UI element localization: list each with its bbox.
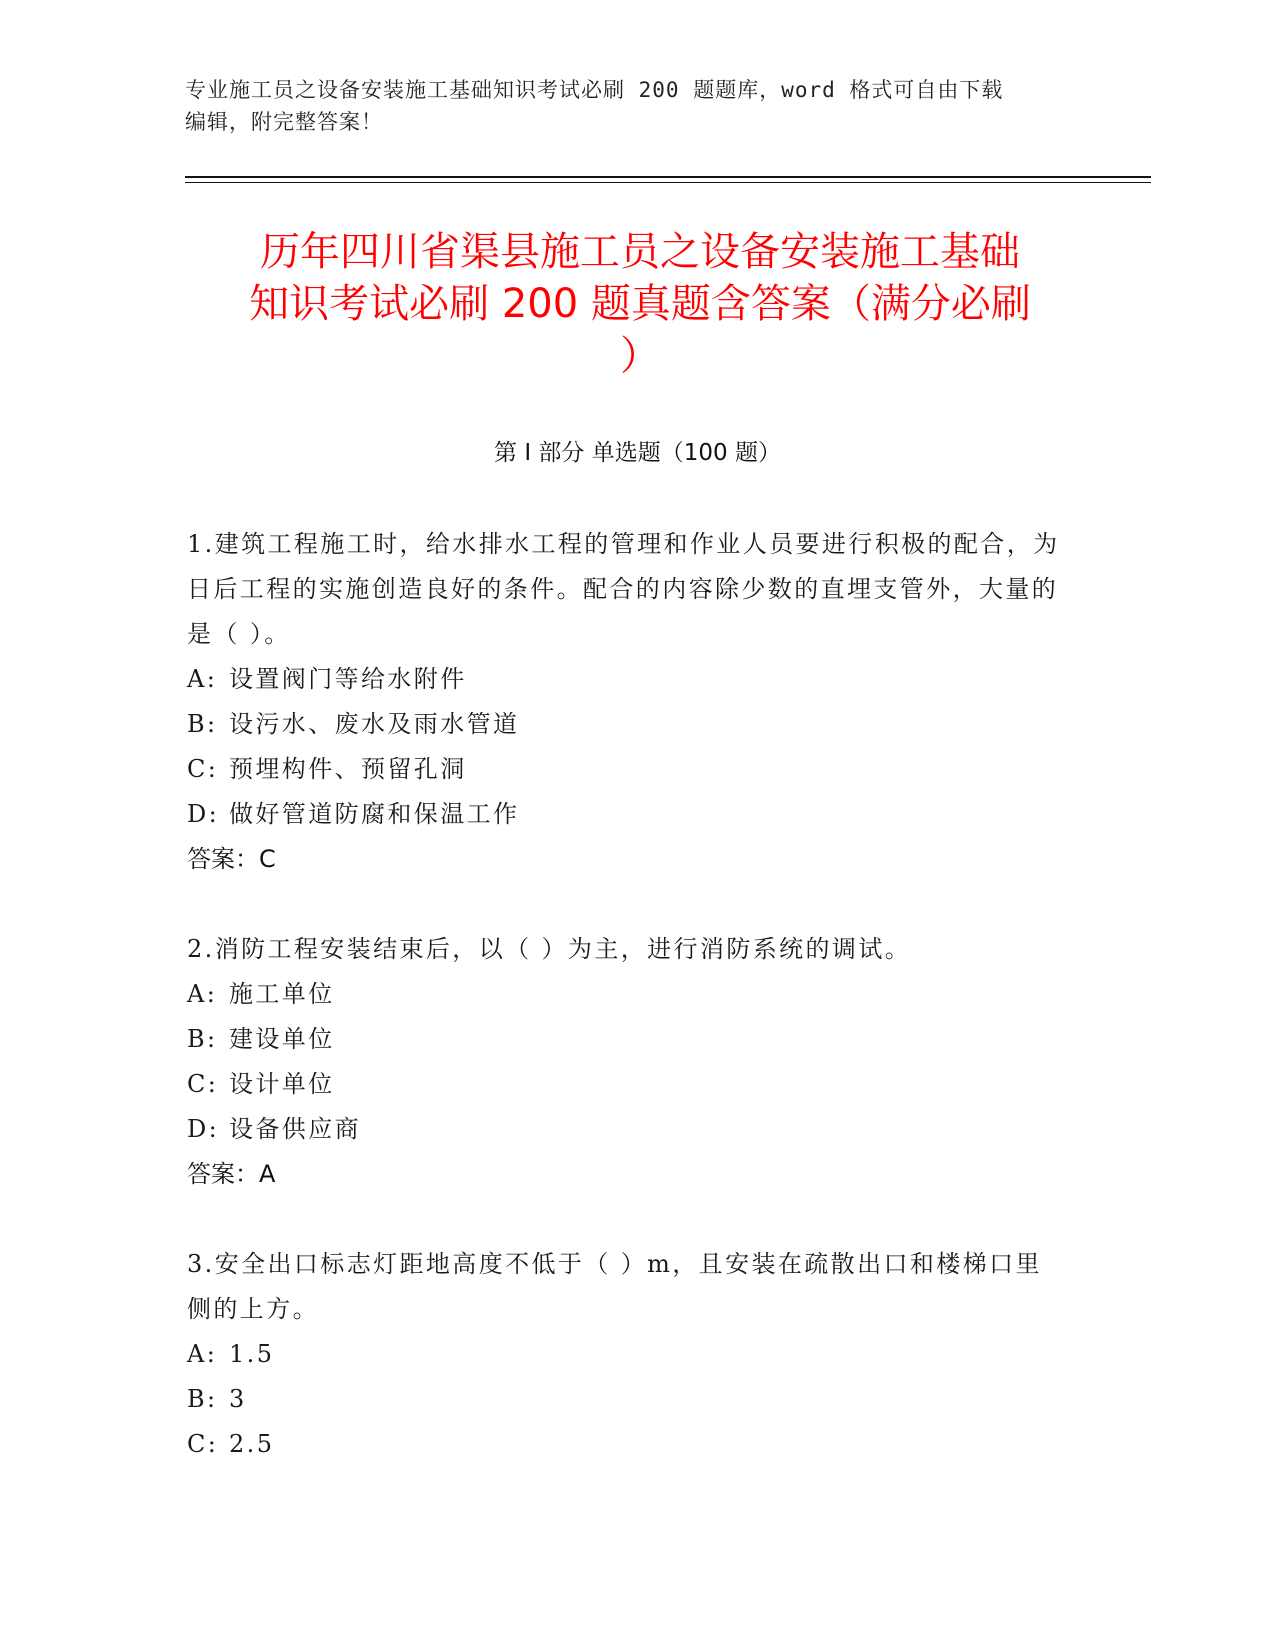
header-note-line-2: 编辑，附完整答案！ [185,110,383,134]
option-text: 设污水、废水及雨水管道 [229,710,520,738]
option-text: 预埋构件、预留孔洞 [229,755,467,783]
question-spacer [187,1197,1067,1242]
option-text: 设备供应商 [229,1115,361,1143]
option-text: 建设单位 [229,1025,335,1053]
option-d [187,792,1067,837]
option-letter: A: [187,665,218,693]
question-3 [187,1242,1067,1467]
answer-line: 答案：A [187,1160,276,1188]
question-spacer [187,882,1067,927]
option-letter: B: [187,1025,218,1053]
section-title: 第 I 部分 单选题（100 题） [494,440,781,466]
document-title-line-1: 历年四川省渠县施工员之设备安装施工基础 [260,229,1020,275]
option-letter: D: [187,1115,220,1143]
document-title-line-3: ） [620,333,660,379]
option-a [187,657,1067,702]
option-text: 设计单位 [229,1070,335,1098]
option-text: 3 [229,1385,247,1413]
option-text: 做好管道防腐和保温工作 [229,800,520,828]
answer-line: 答案：C [187,845,276,873]
option-text: 1.5 [229,1340,275,1368]
question-stem: 3.安全出口标志灯距地高度不低于（ ）m，且安装在疏散出口和楼梯口里侧的上方。 [187,1250,1042,1323]
option-b [187,1377,1067,1422]
document-title [180,226,1100,382]
option-c [187,747,1067,792]
header-note-line-1: 专业施工员之设备安装施工基础知识考试必刷 200 题题库，word 格式可自由下载 [185,78,1004,102]
option-letter: A: [187,980,218,1008]
question-2 [187,927,1067,1197]
question-1 [187,522,1067,882]
option-letter: B: [187,1385,218,1413]
header-divider-thick [185,176,1151,178]
option-a [187,1332,1067,1377]
option-a [187,972,1067,1017]
option-d [187,1107,1067,1152]
question-list [187,522,1067,1467]
question-stem: 2.消防工程安装结束后，以（ ）为主，进行消防系统的调试。 [187,935,912,963]
document-title-line-2: 知识考试必刷 200 题真题含答案（满分必刷 [249,281,1031,327]
header-note [185,74,1075,138]
question-stem: 1.建筑工程施工时，给水排水工程的管理和作业人员要进行积极的配合，为日后工程的实施创造良好的条件。配合的内容除少数的直埋支管外，大量的是（ ）。 [187,530,1060,648]
option-c [187,1422,1067,1467]
option-letter: A: [187,1340,218,1368]
option-b [187,1017,1067,1062]
option-letter: B: [187,710,218,738]
option-letter: C: [187,1070,219,1098]
option-letter: C: [187,755,219,783]
header-divider-thin [185,182,1151,183]
option-b [187,702,1067,747]
option-text: 2.5 [229,1430,275,1458]
option-letter: C: [187,1430,219,1458]
option-text: 施工单位 [229,980,335,1008]
option-text: 设置阀门等给水附件 [229,665,467,693]
option-letter: D: [187,800,220,828]
option-c [187,1062,1067,1107]
